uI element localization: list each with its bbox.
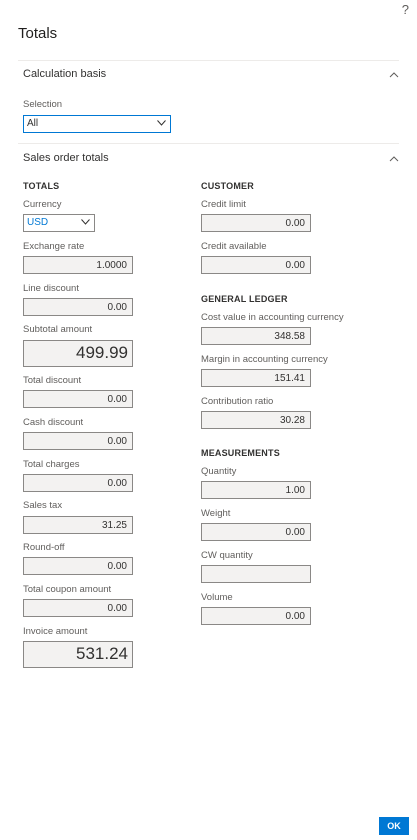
line-discount-field[interactable]: 0.00 bbox=[23, 298, 133, 316]
cost-value-field[interactable]: 348.58 bbox=[201, 327, 311, 345]
ok-button[interactable]: OK bbox=[379, 817, 409, 835]
quantity-label: Quantity bbox=[201, 466, 237, 477]
weight-label: Weight bbox=[201, 508, 231, 519]
total-discount-field[interactable]: 0.00 bbox=[23, 390, 133, 408]
divider bbox=[18, 143, 399, 144]
totals-heading: TOTALS bbox=[23, 181, 60, 191]
currency-value: USD bbox=[27, 217, 49, 228]
help-button[interactable]: ? bbox=[401, 2, 409, 17]
sales-tax-field[interactable]: 31.25 bbox=[23, 516, 133, 534]
round-off-field[interactable]: 0.00 bbox=[23, 557, 133, 575]
selection-label: Selection bbox=[23, 99, 63, 110]
volume-label: Volume bbox=[201, 592, 233, 603]
chevron-down-icon bbox=[157, 120, 166, 126]
contribution-ratio-field[interactable]: 30.28 bbox=[201, 411, 311, 429]
volume-field[interactable]: 0.00 bbox=[201, 607, 311, 625]
invoice-field[interactable]: 531.24 bbox=[23, 641, 133, 668]
weight-field[interactable]: 0.00 bbox=[201, 523, 311, 541]
invoice-label: Invoice amount bbox=[23, 626, 88, 637]
cost-value-label: Cost value in accounting currency bbox=[201, 312, 344, 323]
section-label: Calculation basis bbox=[23, 68, 107, 80]
chevron-down-icon bbox=[81, 219, 90, 225]
total-charges-label: Total charges bbox=[23, 459, 80, 470]
currency-label: Currency bbox=[23, 199, 62, 210]
currency-dropdown[interactable] bbox=[23, 214, 95, 232]
cw-quantity-label: CW quantity bbox=[201, 550, 253, 561]
general-ledger-heading: GENERAL LEDGER bbox=[201, 294, 288, 304]
coupon-field[interactable]: 0.00 bbox=[23, 599, 133, 617]
credit-available-field[interactable]: 0.00 bbox=[201, 256, 311, 274]
quantity-field[interactable]: 1.00 bbox=[201, 481, 311, 499]
credit-available-label: Credit available bbox=[201, 241, 267, 252]
selection-dropdown[interactable] bbox=[23, 115, 171, 133]
credit-limit-field[interactable]: 0.00 bbox=[201, 214, 311, 232]
contribution-ratio-label: Contribution ratio bbox=[201, 396, 274, 407]
cash-discount-label: Cash discount bbox=[23, 417, 84, 428]
section-label: Sales order totals bbox=[23, 152, 109, 164]
credit-limit-label: Credit limit bbox=[201, 199, 246, 210]
subtotal-label: Subtotal amount bbox=[23, 324, 93, 335]
chevron-up-icon[interactable] bbox=[389, 72, 399, 78]
line-discount-label: Line discount bbox=[23, 283, 79, 294]
coupon-label: Total coupon amount bbox=[23, 584, 112, 595]
divider bbox=[18, 60, 399, 61]
sales-tax-label: Sales tax bbox=[23, 500, 63, 511]
calculation-basis-header[interactable] bbox=[23, 68, 399, 90]
sales-order-totals-header[interactable] bbox=[23, 152, 399, 174]
total-discount-label: Total discount bbox=[23, 375, 82, 386]
exchange-rate-label: Exchange rate bbox=[23, 241, 85, 252]
customer-heading: CUSTOMER bbox=[201, 181, 254, 191]
total-charges-field[interactable]: 0.00 bbox=[23, 474, 133, 492]
page-title: Totals bbox=[18, 25, 58, 42]
measurements-heading: MEASUREMENTS bbox=[201, 448, 280, 458]
margin-label: Margin in accounting currency bbox=[201, 354, 328, 365]
cash-discount-field[interactable]: 0.00 bbox=[23, 432, 133, 450]
cw-quantity-field[interactable] bbox=[201, 565, 311, 583]
round-off-label: Round-off bbox=[23, 542, 65, 553]
subtotal-field[interactable]: 499.99 bbox=[23, 340, 133, 367]
selection-value: All bbox=[27, 118, 39, 129]
exchange-rate-field[interactable]: 1.0000 bbox=[23, 256, 133, 274]
chevron-up-icon[interactable] bbox=[389, 156, 399, 162]
margin-field[interactable]: 151.41 bbox=[201, 369, 311, 387]
